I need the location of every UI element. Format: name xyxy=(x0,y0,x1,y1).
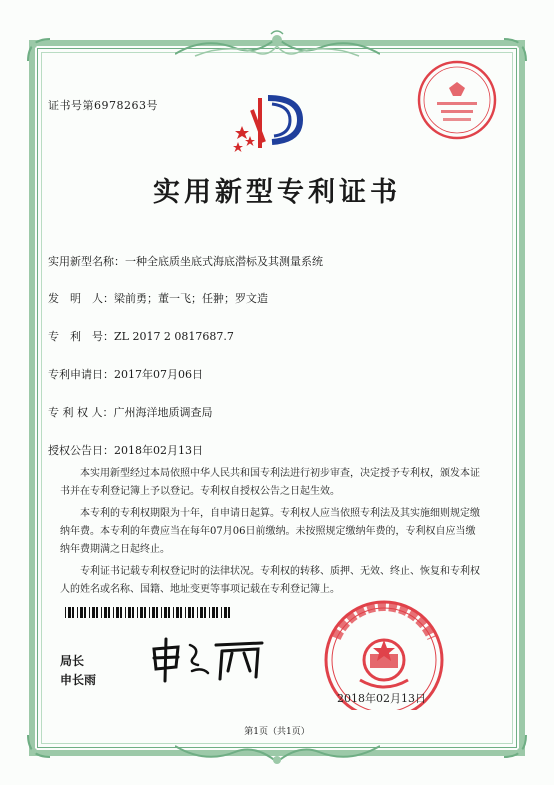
field-value: 2018年02月13日 xyxy=(114,444,203,457)
corner-ornament-top-right xyxy=(502,37,528,63)
field-label: 专 利 号： xyxy=(48,330,114,343)
notary-seal xyxy=(415,58,499,142)
field-patentee xyxy=(48,404,213,420)
patent-office-logo-icon xyxy=(230,90,320,160)
certificate-body xyxy=(60,465,480,603)
issue-date: 2018年02月13日 xyxy=(337,692,426,705)
barcode xyxy=(65,607,232,618)
field-value: ZL 2017 2 0817687.7 xyxy=(114,330,234,343)
page-number: 第1页（共1页） xyxy=(244,727,310,737)
field-label: 专利申请日： xyxy=(48,368,114,381)
field-label: 发 明 人： xyxy=(48,292,114,305)
field-utility-model-name xyxy=(48,253,323,269)
field-inventors xyxy=(48,290,268,306)
field-label: 专 利 权 人： xyxy=(48,406,114,419)
body-paragraph: 本专利的专利权期限为十年，自申请日起算。专利权人应当依照专利法及其实施细则规定缴纳年费。本专利的年费应当在每年07月06日前缴纳。未按照规定缴纳年费的，专利权自应当缴纳年费期满之日起终止。 xyxy=(60,508,480,555)
certificate-number: 证书号第6978263号 xyxy=(48,99,158,112)
field-value: 2017年07月06日 xyxy=(114,368,203,381)
page-title: 实用新型专利证书 xyxy=(153,177,401,208)
director-signature xyxy=(150,637,268,683)
field-value: 梁前勇；董一飞；任翀；罗文造 xyxy=(114,292,268,305)
field-value: 广州海洋地质调查局 xyxy=(113,406,213,419)
bottom-ornament xyxy=(175,740,380,770)
body-paragraph: 专利证书记载专利权登记时的法律状况。专利权的转移、质押、无效、终止、恢复和专利权人的姓名或名称、国籍、地址变更等事项记载在专利登记簿上。 xyxy=(60,566,480,595)
corner-ornament-top-left xyxy=(26,37,52,63)
body-paragraph: 本实用新型经过本局依照中华人民共和国专利法进行初步审查，决定授予专利权，颁发本证书并在专利登记簿上予以登记。专利权自授权公告之日起生效。 xyxy=(60,468,480,497)
director-title: 局长 xyxy=(60,654,85,668)
field-label: 授权公告日： xyxy=(48,444,114,457)
field-value: 一种全底质坐底式海底潜标及其测量系统 xyxy=(125,255,323,268)
field-patent-number xyxy=(48,328,234,344)
field-label: 实用新型名称： xyxy=(48,255,125,268)
director-name: 申长雨 xyxy=(60,673,97,687)
field-grant-date xyxy=(48,442,203,458)
field-application-date xyxy=(48,366,203,382)
top-ornament xyxy=(175,30,380,64)
